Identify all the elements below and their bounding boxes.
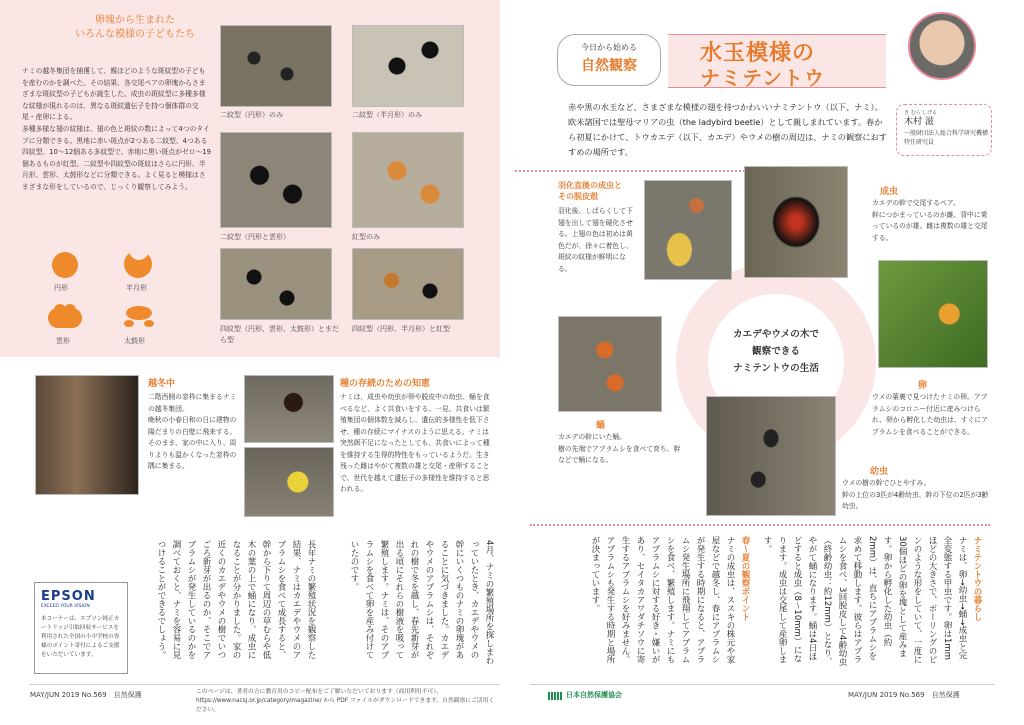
right-footer: MAY/JUN 2019 No.569 自然保護 — [848, 691, 960, 699]
left-footer-note: このページは、著者の方に教育用のコピー配布をご了解いただいております（商用利用不可）。https://www.nacsj.or.jp/category/magazine/ から PDF ファイルがダウンロードできます。自然観察にご活用ください。 — [196, 689, 495, 713]
vhead-2: 春〜夏の観察ポイント — [740, 536, 750, 621]
title-line-2: ナミテントウ — [700, 66, 825, 90]
s3-body: ウメの葉裏で見つけたナミの卵。アブラムシのコロニー付近に産みつけられ、卵から孵化した幼虫は、すぐにアブラムシを食べることができる。 — [872, 393, 988, 436]
vbody-1: ナミは、卵→幼虫→蛹→成虫と完全変態する甲虫です。卵は1mmほどの大きさで、ボーリングのピンのような形をしていて、一度に30個ほどの卵を塊として産みます。卵から孵化した幼虫（約2mm）は、直ちにアブラムシを求めて移動します。彼らはアブラムシを食べ、3回脱皮して4齢幼虫（終齢幼虫：約12mm）となり、やがて蛹になります。蛹は4日ほどすると成虫（8～10mm）になります。成虫は交尾して産卵します。 — [762, 536, 967, 666]
org-logo-icon — [548, 692, 562, 700]
author-kana: き むら しげる — [904, 110, 938, 116]
author-affiliation: 一般財団法人総合科学研究機構 特任研究員 — [904, 130, 995, 146]
s4-title: 蛹 — [596, 421, 606, 431]
left-footer-line — [30, 684, 500, 685]
wisdom-title: 種の存続のための知恵 — [340, 379, 431, 389]
intro-text: 赤や黒の水玉など、さまざまな模様の翅を持つかわいいナミテントウ（以下、ナミ）。欧米諸国では聖母マリアの虫（the ladybird beetle）として親しまれています。春から初夏にかけて、トウカエデ（以下、カエデ）やウメの樹の周辺は、ナミの観察におすすめの場所です。 — [568, 102, 887, 157]
shape-drum-icon — [124, 306, 154, 328]
right-vertical-1 — [758, 536, 984, 666]
shape-halfmoon-icon — [124, 250, 152, 278]
epson-logo: EPSON — [41, 589, 96, 604]
caption-3: 二紋型（円形と雲形） — [220, 233, 290, 241]
s5-title: 幼虫 — [870, 467, 889, 477]
caption-4: 紅型のみ — [352, 233, 380, 241]
left-vertical-1: 4月、ナミの繁殖場所を探しまわっていたとき、カエデやウメの幹にいくつものナミの卵塊があることに気づきました。カエデやウメのアブラムシは、それぞれの樹で冬を越し、春先新芽が出る頃にそれらの樹液を吸って繁殖します。ナミは、そのアブラムシを食べて卵を産み付けていたのです。 — [349, 540, 494, 665]
photo-larvae — [706, 396, 836, 516]
caption-2: 二紋型（半月形）のみ — [352, 111, 422, 119]
caption-1: 二紋型（円形）のみ — [220, 111, 283, 119]
winter-title: 越冬中 — [148, 379, 176, 389]
epson-box — [34, 582, 128, 674]
photo-ladybugs-5 — [220, 248, 332, 320]
vbody-2: ナミの成虫は、ススキの株元や家屋などで越冬し、春にアブラムシが発生する時期になると、アブラムシ発生場所に飛翔してアブラムシを食べ、繁殖します。ナミにもアブラムシに対する好き・嫌いがあり、セイタカアワダチソウに寄生するアブラムシを好みません。アブラムシも発生する時期と場所が決まっています。 — [590, 536, 735, 664]
author-photo — [908, 12, 976, 80]
s5-body: ウメの樹の幹でひとやすみ。 幹の上位の3匹が4齢幼虫、幹の下位の2匹が3齢幼虫。 — [842, 479, 989, 511]
photo-ladybugs-6 — [352, 248, 464, 320]
photo-emerged-adult — [644, 180, 732, 280]
bottom-divider — [530, 524, 990, 526]
s4-body: カエデの幹にいた蛹。 樹の先端でアブラムシを食べて育ち、幹などで蛹になる。 — [558, 433, 681, 465]
epson-note: 本コーナーは、エプソン純正カートリッジ引取回収サービスを利用された全国の小中学校の皆様のポイント寄付によるご支援をいただいています。 — [41, 616, 120, 658]
vhead-1: ナミテントウの暮らし — [972, 536, 982, 621]
left-footer: MAY/JUN 2019 No.569 自然保護 — [30, 691, 142, 699]
photo-ladybugs-2 — [352, 25, 464, 107]
author-name: 木村 滋 — [904, 117, 934, 127]
shape-label-halfmoon: 半月形 — [126, 284, 147, 292]
shape-cloud-icon — [48, 304, 82, 330]
s1-title: 羽化直後の成虫と その脱皮殻 — [558, 181, 622, 201]
right-footer-line — [530, 684, 994, 685]
title-line-1: 水玉模様の — [700, 41, 816, 66]
photo-bark-1 — [244, 375, 334, 443]
wisdom-body: ナミは、成虫や幼虫が卵や脱皮中の幼虫、蛹を食べるなど、よく共食いをする。一見、共食いは繁殖集団の個体数を減らし、遺伝的多様性を低下させ、種の存続にマイナスのように思える。ナミは突然餌不足になったとしても、共食いによって種を維持する生得的特性をもっているようだ。生き残った雌はやがて複数の雄と交尾・産卵することで、世代を越えて遺伝子の多様性を維持すると思われる。 — [340, 393, 490, 493]
winter-body: 二階西側の窓枠に集まるナミの越冬集団。 晩秋の小春日和の日に建物の陽だまりの白壁に飛来する。そのまま、家の中に入り、周りよりも温かくなった窓枠の隅に集まる。 — [148, 393, 237, 470]
s3-title: 卵 — [918, 381, 928, 391]
photo-ladybugs-3 — [220, 132, 332, 228]
shape-label-cloud: 雲形 — [56, 337, 70, 345]
caption-6: 四紋型（円形、半月形）と紅型 — [352, 325, 450, 333]
photo-eggs-leaf — [878, 260, 988, 368]
s2-body: カエデの幹で交尾するペア。 幹につかまっているのが雌、背中に乗っているのが雄。雌は複数の雄と交尾する。 — [872, 199, 988, 242]
left-title: 卵塊から生まれた いろんな模様の子どもたち — [75, 15, 195, 40]
shape-circle-icon — [52, 252, 78, 278]
s1-body: 羽化後、しばらくして下翅を出して翅を硬化させる。上翅の色は初めは黄色だが、徐々に着色し、斑紋の紋様が鮮明になる。 — [558, 207, 633, 273]
right-vertical-2 — [540, 536, 752, 666]
org-name: 日本自然保護協会 — [566, 691, 622, 699]
epson-tagline: EXCEED YOUR VISION — [41, 604, 90, 609]
left-body: ナミの越冬集団を捕獲して、親ほどのような斑紋型の子どもを産むのかを調べた。その結果、各交尾ペアの卵塊からさまざまな斑紋型の子どもが誕生した。成虫の斑紋型に多種多様な紋様が現れるのは、異なる斑紋遺伝子を持つ個体群の交尾・産卵による。 多種多様な翅の紋様は、翅の色と斑紋の数によって4つのタイプに分類できる。黒地に赤い斑点が2つある二紋型、4つある四紋型、10～12個ある多紋型で、赤地に黒い斑点がゼロ～19個あるものが紅型。二紋型や四紋型の斑紋はさらに円形、半月形、雲形、太鼓形などに分類できる。よく見ると模様はさまざまな形をしているので、じっくり観察してみよう。 — [22, 67, 211, 191]
section-divider — [515, 170, 765, 172]
caption-5: 四紋型（円形、雲形、太鼓形）とまだら型 — [220, 325, 339, 344]
badge-big: 自然観察 — [581, 58, 637, 74]
photo-adult-pair — [744, 166, 848, 278]
photo-bark-2 — [244, 447, 334, 517]
photo-ladybugs-4 — [352, 132, 464, 228]
photo-winter-window — [35, 375, 139, 495]
center-text: カエデやウメの木で 観察できる ナミテントウの生活 — [732, 329, 820, 374]
photo-ladybugs-1 — [220, 25, 332, 107]
shape-label-circle: 円形 — [54, 284, 68, 292]
badge — [557, 34, 661, 86]
shape-label-drum: 太鼓形 — [124, 337, 145, 345]
left-vertical-2: 長年ナミの繁殖状況を観察した結果、ナミはカエデやウメのアブラムシを食べて成長すると、幹から下りて周辺の草むらや低木の葉の上で蛹になり、成虫になることが分かりました。家の近くのカエデやウメの樹でいつごろ新芽が出るのか、そこでアブラムシが発生しているのかを調べておくと、ナミを容易に見つけることができるでしょう。 — [156, 540, 316, 659]
photo-pupae — [558, 316, 662, 412]
s2-title: 成虫 — [880, 187, 899, 197]
badge-small: 今日から始める — [581, 43, 637, 52]
